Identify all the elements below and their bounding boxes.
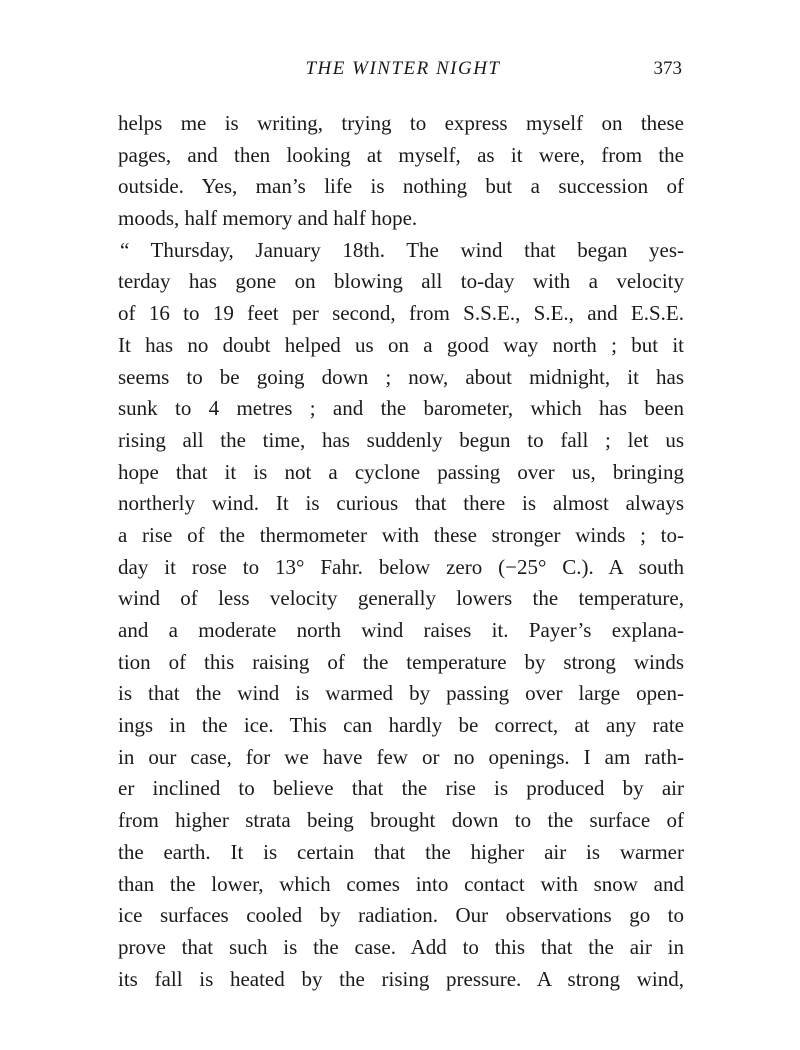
text-line: prove that such is the case. Add to this that the air in	[118, 934, 684, 959]
text-line: outside. Yes, man’s life is nothing but a succession of	[118, 174, 684, 199]
text-line: terday has gone on blowing all to-day with a velocity	[118, 269, 684, 294]
text-line: day it rose to 13° Fahr. below zero (−25° C.). A south	[118, 554, 684, 579]
text-line: hope that it is not a cyclone passing over us, bringing	[118, 459, 684, 484]
page-number: 373	[653, 58, 682, 79]
text-line: wind of less velocity generally lowers the temperature,	[118, 586, 684, 611]
text-line: in our case, for we have few or no openings. I am rath-	[118, 744, 684, 769]
text-line: than the lower, which comes into contact with snow and	[118, 871, 684, 896]
body-text	[118, 108, 684, 995]
text-line: northerly wind. It is curious that there is almost always	[118, 491, 684, 516]
text-line: pages, and then looking at myself, as it were, from the	[118, 142, 684, 167]
text-line: rising all the time, has suddenly begun to fall ; let us	[118, 427, 684, 452]
text-line: and a moderate north wind raises it. Payer’s explana-	[118, 618, 684, 642]
text-line: It has no doubt helped us on a good way north ; but it	[118, 332, 684, 357]
text-line: of 16 to 19 feet per second, from S.S.E., S.E., and E.S.E.	[118, 301, 684, 326]
text-line: “ Thursday, January 18th. The wind that began yes-	[120, 237, 684, 262]
text-line: ice surfaces cooled by radiation. Our observations go to	[118, 903, 684, 928]
text-line: is that the wind is warmed by passing over large open-	[118, 681, 684, 706]
text-line: the earth. It is certain that the higher air is warmer	[118, 839, 684, 864]
text-line: moods, half memory and half hope.	[118, 206, 418, 231]
text-line: tion of this raising of the temperature by strong winds	[118, 649, 684, 674]
text-line: from higher strata being brought down to the surface of	[118, 808, 684, 833]
text-line: sunk to 4 metres ; and the barometer, which has been	[118, 396, 684, 421]
text-line: seems to be going down ; now, about midnight, it has	[118, 364, 684, 389]
text-line: er inclined to believe that the rise is produced by air	[118, 776, 684, 801]
text-line: its fall is heated by the rising pressure. A strong wind,	[118, 966, 684, 991]
text-line: a rise of the thermometer with these stronger winds ; to-	[118, 522, 684, 547]
text-line: ings in the ice. This can hardly be correct, at any rate	[118, 713, 684, 738]
text-line: helps me is writing, trying to express myself on these	[118, 111, 684, 135]
running-title: THE WINTER NIGHT	[305, 58, 501, 79]
running-head	[118, 58, 688, 88]
